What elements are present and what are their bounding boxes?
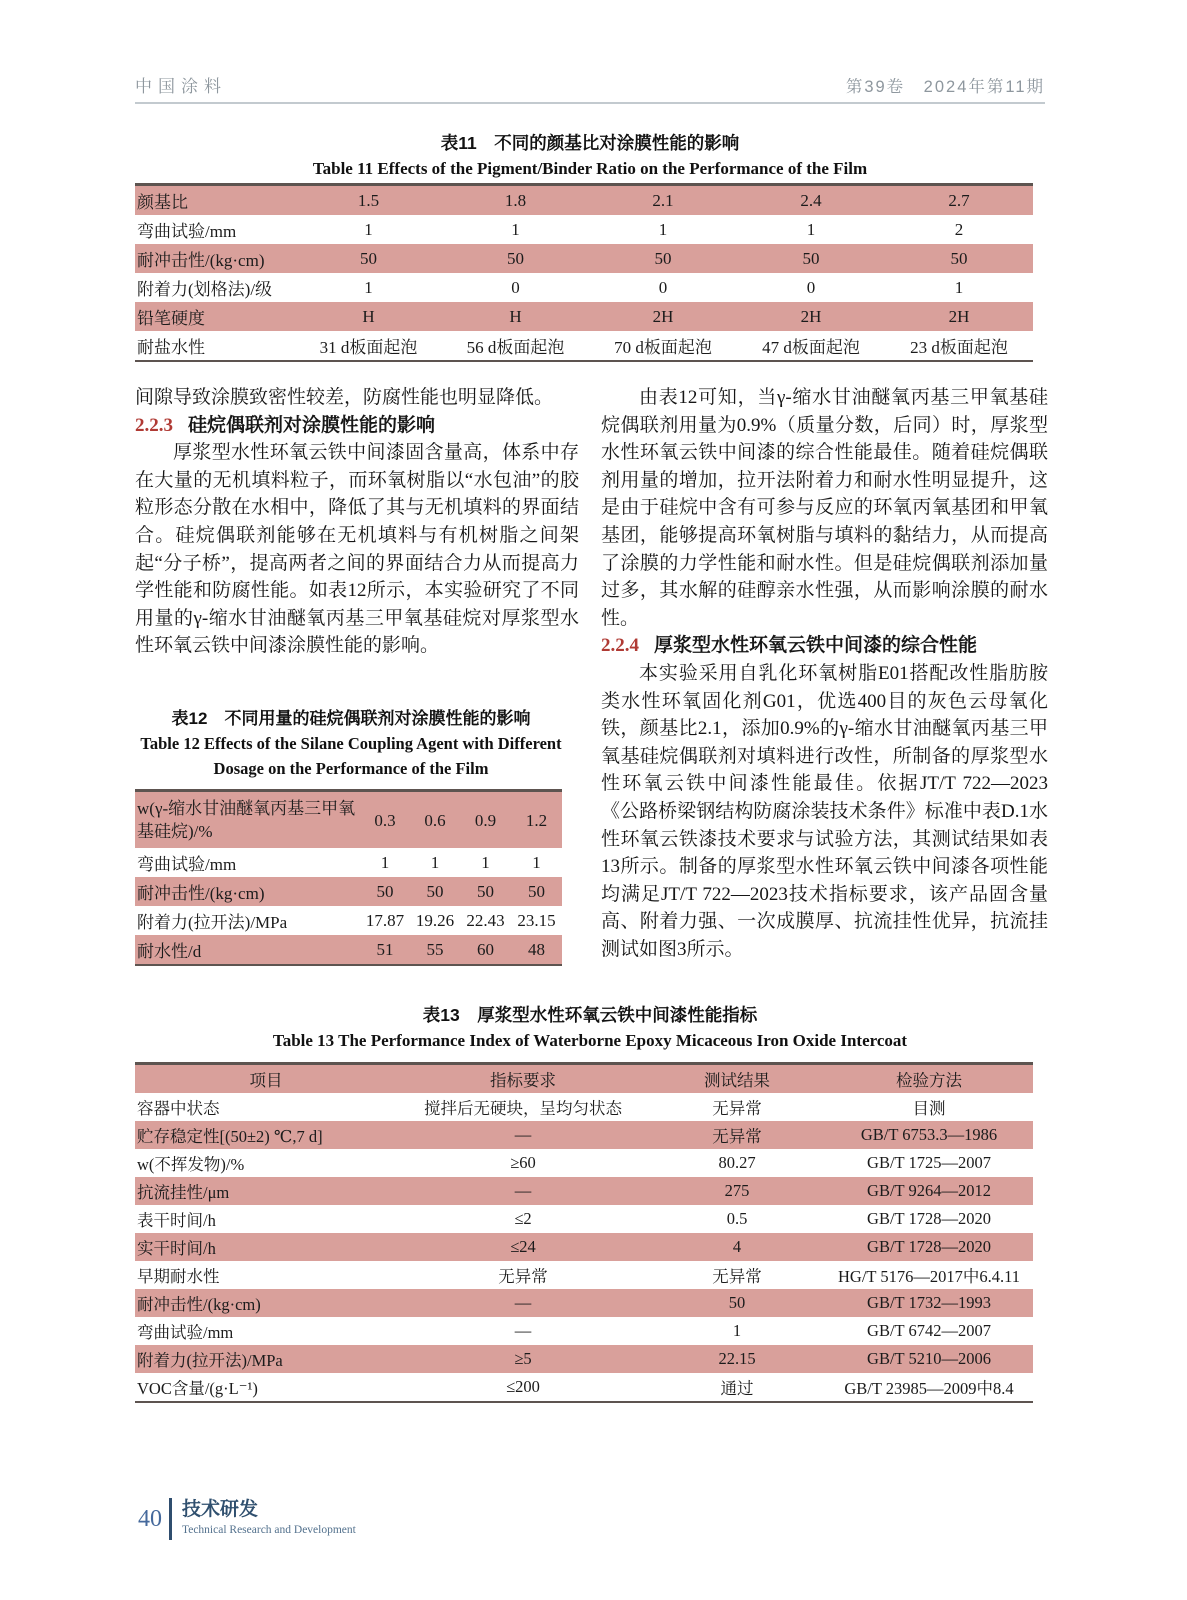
- table-row: [135, 244, 1033, 273]
- table-cell: 0.3: [374, 810, 396, 830]
- footer-section-block: [182, 1498, 356, 1538]
- table-cell: 51: [376, 939, 394, 959]
- paragraph: 厚浆型水性环氧云铁中间漆固含量高，体系中存在大量的无机填料粒子，而环氧树脂以“水包油”的胶粒形态分散在水相中，降低了其与无机填料的界面结合。硅烷偶联剂能够在无机填料与有机树脂之间架起“分子桥”，提高两者之间的界面结合力从而提高力学性能和防腐性能。如表12所示，本实验研究了不同用量的γ-缩水甘油醚氧丙基三甲氧基硅烷对厚浆型水性环氧云铁中间漆涂膜性能的影响。: [135, 442, 579, 657]
- table-cell: —: [514, 1321, 532, 1340]
- table-row: [135, 1345, 1033, 1373]
- running-head: [135, 74, 1045, 104]
- table-cell: —: [514, 1125, 532, 1144]
- table-cell: GB/T 1725—2007: [867, 1153, 991, 1172]
- table-cell: H: [509, 306, 522, 326]
- table12: [135, 789, 562, 966]
- table-cell: 1: [511, 219, 520, 239]
- table-cell: 附着力(拉开法)/MPa: [137, 1351, 283, 1370]
- table-cell: 0.9: [474, 810, 497, 830]
- table-cell: 无异常: [498, 1267, 548, 1286]
- table-cell: 50: [426, 881, 444, 901]
- table-cell: GB/T 1732—1993: [867, 1293, 991, 1312]
- table-cell: 2H: [800, 306, 822, 326]
- table-cell: 47 d板面起泡: [762, 338, 860, 357]
- table-cell: 弯曲试验/mm: [137, 222, 237, 241]
- table-cell: —: [514, 1181, 532, 1200]
- table-cell: 附着力(划格法)/级: [137, 280, 273, 299]
- table-row: [135, 185, 1033, 216]
- table-cell: w(γ-缩水甘油醚氧丙基三甲氧基硅烷)/%: [137, 799, 356, 841]
- table-row: [135, 877, 562, 906]
- table-cell: 2.4: [800, 190, 822, 210]
- table-cell: 22.43: [466, 910, 505, 930]
- table12-grid: [135, 789, 562, 966]
- table-cell: 测试结果: [704, 1071, 770, 1090]
- journal-name: 中国涂料: [135, 77, 227, 96]
- table-cell: 50: [654, 248, 672, 268]
- page-footer: [133, 1498, 356, 1540]
- table-cell: 贮存稳定性[(50±2) ℃,7 d]: [137, 1127, 323, 1146]
- table11-caption-en: Table 11 Effects of the Pigment/Binder Ratio on the Performance of the Film: [312, 159, 868, 178]
- table-cell: 无异常: [712, 1267, 762, 1286]
- table-cell: 50: [950, 248, 968, 268]
- table-cell: 17.87: [365, 910, 405, 930]
- table-cell: 50: [507, 248, 524, 268]
- table-cell: GB/T 9264—2012: [867, 1181, 991, 1200]
- table-cell: ≥5: [514, 1349, 532, 1368]
- table-cell: 耐水性/d: [137, 942, 202, 961]
- table-row: [135, 848, 562, 877]
- right-column: [601, 384, 1048, 963]
- table12-caption: [135, 706, 567, 781]
- table-cell: 1: [732, 1321, 742, 1340]
- table-cell: 70 d板面起泡: [614, 338, 712, 357]
- table-cell: ≥60: [510, 1153, 536, 1172]
- table-cell: 耐盐水性: [137, 338, 205, 357]
- table-row: [135, 1149, 1033, 1177]
- table-cell: 2.7: [948, 190, 970, 210]
- section-title: 厚浆型水性环氧云铁中间漆的综合性能: [654, 635, 978, 657]
- table-row: [135, 1205, 1033, 1233]
- table-cell: 0: [511, 277, 520, 297]
- table-cell: 无异常: [712, 1099, 762, 1118]
- table-cell: 容器中状态: [137, 1099, 220, 1118]
- table-row: [135, 1317, 1033, 1345]
- table-cell: 60: [477, 939, 494, 959]
- table-cell: GB/T 6753.3—1986: [860, 1125, 998, 1144]
- table-cell: 实干时间/h: [137, 1239, 216, 1258]
- table-cell: 铅笔硬度: [137, 309, 205, 328]
- table11: [135, 183, 1033, 362]
- table-cell: 31 d板面起泡: [319, 338, 418, 357]
- table-cell: 1: [954, 277, 964, 297]
- table-cell: 1: [532, 852, 541, 872]
- section-title: 硅烷偶联剂对涂膜性能的影响: [188, 414, 436, 436]
- table-cell: 2: [954, 219, 964, 239]
- table-row: [135, 1261, 1033, 1289]
- section-number: 2.2.4: [601, 635, 639, 657]
- table-cell: 检验方法: [896, 1071, 962, 1090]
- table-cell: HG/T 5176—2017中6.4.11: [838, 1267, 1020, 1286]
- table-cell: 耐冲击性/(kg·cm): [137, 1295, 261, 1314]
- table-cell: VOC含量/(g·L⁻¹): [137, 1379, 258, 1398]
- table-cell: 55: [426, 939, 444, 959]
- table-cell: 附着力(拉开法)/MPa: [137, 913, 288, 932]
- table-cell: GB/T 23985—2009中8.4: [844, 1379, 1014, 1398]
- table13-caption: [135, 1003, 1045, 1054]
- table-cell: 0: [658, 277, 668, 297]
- table12-caption-en: Table 12 Effects of the Silane Coupling Agent with Different Dosage on the Performance of the Film: [140, 734, 562, 778]
- table-cell: 1: [380, 852, 390, 872]
- left-column: [135, 384, 579, 660]
- table-cell: 表干时间/h: [137, 1211, 216, 1230]
- table-row: [135, 1093, 1033, 1121]
- table-cell: 耐冲击性/(kg·cm): [137, 251, 265, 270]
- table13-caption-zh: 表13 厚浆型水性环氧云铁中间漆性能指标: [422, 1005, 758, 1025]
- table-cell: 0: [806, 277, 816, 297]
- table-cell: 1: [806, 219, 816, 239]
- table-cell: 抗流挂性/μm: [137, 1183, 230, 1202]
- table-row: [135, 906, 562, 935]
- table-cell: 早期耐水性: [137, 1267, 220, 1286]
- table-cell: 弯曲试验/mm: [137, 1323, 234, 1342]
- table-cell: 2.1: [652, 190, 674, 210]
- paragraph: 由表12可知，当γ-缩水甘油醚氧丙基三甲氧基硅烷偶联剂用量为0.9%（质量分数，后同）时，厚浆型水性环氧云铁中间漆的综合性能最佳。随着硅烷偶联剂用量的增加，拉开法附着力和耐水性明显提升，这是由于硅烷中含有可参与反应的环氧丙氧基团和甲氧基团，能够提高环氧树脂与填料的黏结力，从而提高了涂膜的力学性能和耐水性。但是硅烷偶联剂添加量过多，其水解的硅醇亲水性强，从而影响涂膜的耐水性。: [601, 387, 1048, 629]
- table-row: [135, 1289, 1033, 1317]
- table-cell: w(不挥发物)/%: [137, 1155, 245, 1174]
- table-cell: 通过: [720, 1379, 754, 1398]
- table-cell: 0.6: [424, 810, 446, 830]
- table-cell: 无异常: [712, 1127, 762, 1146]
- footer-divider-bar: [169, 1498, 172, 1540]
- table-cell: 50: [477, 881, 494, 901]
- paragraph: 本实验采用自乳化环氧树脂E01搭配改性脂肪胺类水性环氧固化剂G01，优选400目的灰色云母氧化铁，颜基比2.1，添加0.9%的γ-缩水甘油醚氧丙基三甲氧基硅烷偶联剂对填料进行改性，所制备的厚浆型水性环氧云铁中间漆性能最佳。依据JT/T 722—2023《公路桥梁钢结构防腐涂装技术条件》标准中表D.1水性环氧云铁漆技术要求与试验方法，其测试结果如表13所示。制备的厚浆型水性环氧云铁中间漆各项性能均满足JT/T 722—2023技术指标要求，该产品固含量高、附着力强、一次成膜厚、抗流挂性优异，抗流挂测试如图3所示。: [601, 662, 1048, 960]
- table-row: [135, 215, 1033, 244]
- table-cell: 56 d板面起泡: [466, 338, 565, 357]
- table-cell: 50: [376, 881, 394, 901]
- table-cell: 50: [728, 1293, 746, 1312]
- table-cell: 弯曲试验/mm: [137, 855, 237, 874]
- table-cell: GB/T 1728—2020: [867, 1237, 991, 1256]
- table-cell: 48: [528, 939, 545, 959]
- table-row: [135, 1121, 1033, 1149]
- table-row: [135, 273, 1033, 302]
- table-row: [135, 1373, 1033, 1402]
- table-cell: 50: [528, 881, 545, 901]
- table-row: [135, 1177, 1033, 1205]
- table13-grid: [135, 1062, 1033, 1403]
- table-cell: 1.5: [357, 190, 380, 210]
- page-number: 40: [138, 1506, 162, 1532]
- table-cell: 项目: [249, 1071, 283, 1090]
- paragraph: 间隙导致涂膜致密性较差，防腐性能也明显降低。: [135, 387, 554, 408]
- table-cell: 22.15: [718, 1349, 756, 1368]
- table-cell: 2H: [948, 306, 970, 326]
- table-cell: 80.27: [718, 1153, 756, 1172]
- table13-caption-en: Table 13 The Performance Index of Waterborne Epoxy Micaceous Iron Oxide Intercoat: [272, 1031, 908, 1050]
- table-row: [135, 331, 1033, 361]
- table11-grid: [135, 183, 1033, 362]
- table-cell: 1: [658, 219, 668, 239]
- table-cell: 4: [732, 1237, 742, 1256]
- table-cell: 颜基比: [137, 193, 188, 212]
- table-cell: 1: [364, 277, 373, 297]
- table-row: [135, 302, 1033, 331]
- section-heading-2-2-4: [601, 632, 1048, 660]
- table-cell: 50: [802, 248, 820, 268]
- issue-info: 第39卷 2024年第11期: [845, 78, 1045, 96]
- table-cell: 50: [360, 248, 377, 268]
- table-cell: 1.2: [525, 810, 548, 830]
- table-row: [135, 935, 562, 965]
- table13: [135, 1062, 1033, 1403]
- table-cell: H: [362, 306, 375, 326]
- table-cell: 275: [724, 1181, 750, 1200]
- table-cell: —: [514, 1293, 532, 1312]
- table-cell: ≤200: [506, 1377, 540, 1396]
- table11-caption: [135, 131, 1045, 182]
- table-cell: 1: [430, 852, 440, 872]
- table-cell: ≤2: [514, 1209, 532, 1228]
- table-cell: 2H: [652, 306, 674, 326]
- table-cell: GB/T 1728—2020: [867, 1209, 991, 1228]
- table-cell: 0.5: [726, 1209, 748, 1228]
- table-cell: 23.15: [517, 910, 556, 930]
- table-cell: 目测: [912, 1099, 946, 1118]
- table-cell: 23 d板面起泡: [910, 338, 1008, 357]
- table-cell: 1: [481, 852, 490, 872]
- table-cell: 耐冲击性/(kg·cm): [137, 884, 265, 903]
- table-cell: 1: [364, 219, 373, 239]
- table12-caption-zh: 表12 不同用量的硅烷偶联剂对涂膜性能的影响: [171, 709, 531, 728]
- table11-caption-zh: 表11 不同的颜基比对涂膜性能的影响: [440, 133, 740, 153]
- footer-section-en: Technical Research and Development: [182, 1524, 356, 1536]
- table-cell: GB/T 6742—2007: [867, 1321, 991, 1340]
- table-cell: GB/T 5210—2006: [867, 1349, 991, 1368]
- table-cell: 搅拌后无硬块，呈均匀状态: [424, 1099, 622, 1118]
- table-cell: ≤24: [510, 1237, 536, 1256]
- table-row: [135, 1064, 1033, 1094]
- section-heading-2-2-3: [135, 412, 579, 440]
- table-cell: 指标要求: [490, 1071, 556, 1090]
- footer-section-zh: 技术研发: [182, 1499, 259, 1520]
- table-cell: 19.26: [415, 910, 455, 930]
- table-row: [135, 1233, 1033, 1261]
- table-row: [135, 791, 562, 849]
- table-cell: 1.8: [504, 190, 527, 210]
- section-number: 2.2.3: [135, 414, 173, 436]
